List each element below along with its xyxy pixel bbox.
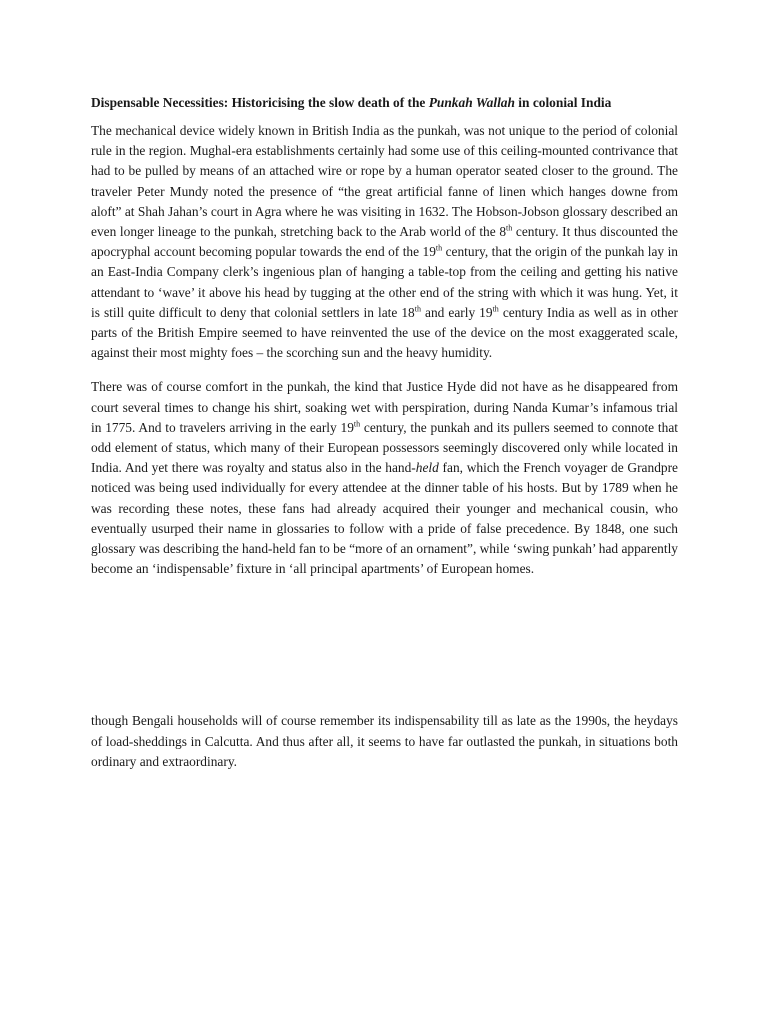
paragraph-2 xyxy=(91,377,678,579)
title-text-end: in colonial India xyxy=(514,95,612,110)
superscript: th xyxy=(353,419,361,429)
document-page xyxy=(91,93,678,786)
title-text-start: Dispensable Necessities: Historicising the slow death of the xyxy=(91,95,429,110)
text-run: and early 19 xyxy=(420,304,493,320)
document-body xyxy=(91,121,678,772)
title-italic-term: Punkah Wallah xyxy=(428,95,515,110)
document-title xyxy=(91,93,678,113)
text-run: century, the punkah and its pullers seemed to connote that odd element of status, which many of their European possessors seemingly discovered only while located in India. And yet there was royalty and status also in the hand- xyxy=(91,419,678,476)
superscript: th xyxy=(506,223,513,233)
superscript: th xyxy=(435,243,443,253)
text-run: though Bengali households will of course remember its indispensability till as late as the 1990s, the heydays of load-sheddings in Calcutta. And thus after all, it seems to have far outlasted the punkah, in situations both ordinary and extraordinary. xyxy=(91,713,678,769)
italic-text: held xyxy=(415,460,439,476)
text-run: fan, which the French voyager de Grandpre noticed was being used individually for every attendee at the dinner table of his hosts. But by 1789 when he was recording these notes, these fans had already acquired their younger and mechanical cousin, who eventually usurped their name in glossaries to follow with a pride of false precedence. By 1848, one such glossary was describing the hand-held fan to be “more of an ornament”, while ‘swing punkah’ had apparently become an ‘indispensable’ fixture in ‘all principal apartments’ of European homes. xyxy=(91,460,678,577)
text-run: century, that the origin of the punkah lay in an East-India Company clerk’s ingenious plan of hanging a table-top from the ceiling and getting his native attendant to ‘wave’ it above his head by tugging at the other end of the string with which it was hung. Yet, it is still quite difficult to deny that colonial settlers in late 18 xyxy=(91,244,678,320)
blank-space xyxy=(91,593,678,711)
superscript: th xyxy=(492,304,499,314)
superscript: th xyxy=(414,304,421,314)
text-run: century. It thus discounted the apocryphal account becoming popular towards the end of the 19 xyxy=(91,224,678,260)
text-run: There was of course comfort in the punkah, the kind that Justice Hyde did not have as he disappeared from court several times to change his shirt, soaking wet with perspiration, during Nanda Kumar’s infamous trial in 1775. And to travelers arriving in the early 19 xyxy=(91,379,678,435)
paragraph-1 xyxy=(91,121,678,363)
paragraph-3 xyxy=(91,711,678,772)
text-run: century India as well as in other parts of the British Empire seemed to have reinvented the use of the device on the most exaggerated scale, against their most mighty foes – the scorching sun and the heavy humidity. xyxy=(91,304,678,361)
text-run: The mechanical device widely known in British India as the punkah, was not unique to the period of colonial rule in the region. Mughal-era establishments certainly had some use of this ceiling-mounted contrivance that had to be pulled by means of an attached wire or rope by a human operator seated closer to the ground. The traveler Peter Mundy noted the presence of “the great artificial fanne of linen which hanges downe from aloft” at Shah Jahan’s court in Agra where he was visiting in 1632. The Hobson-Jobson glossary described an even longer lineage to the punkah, stretching back to the Arab world of the 8 xyxy=(91,123,678,240)
